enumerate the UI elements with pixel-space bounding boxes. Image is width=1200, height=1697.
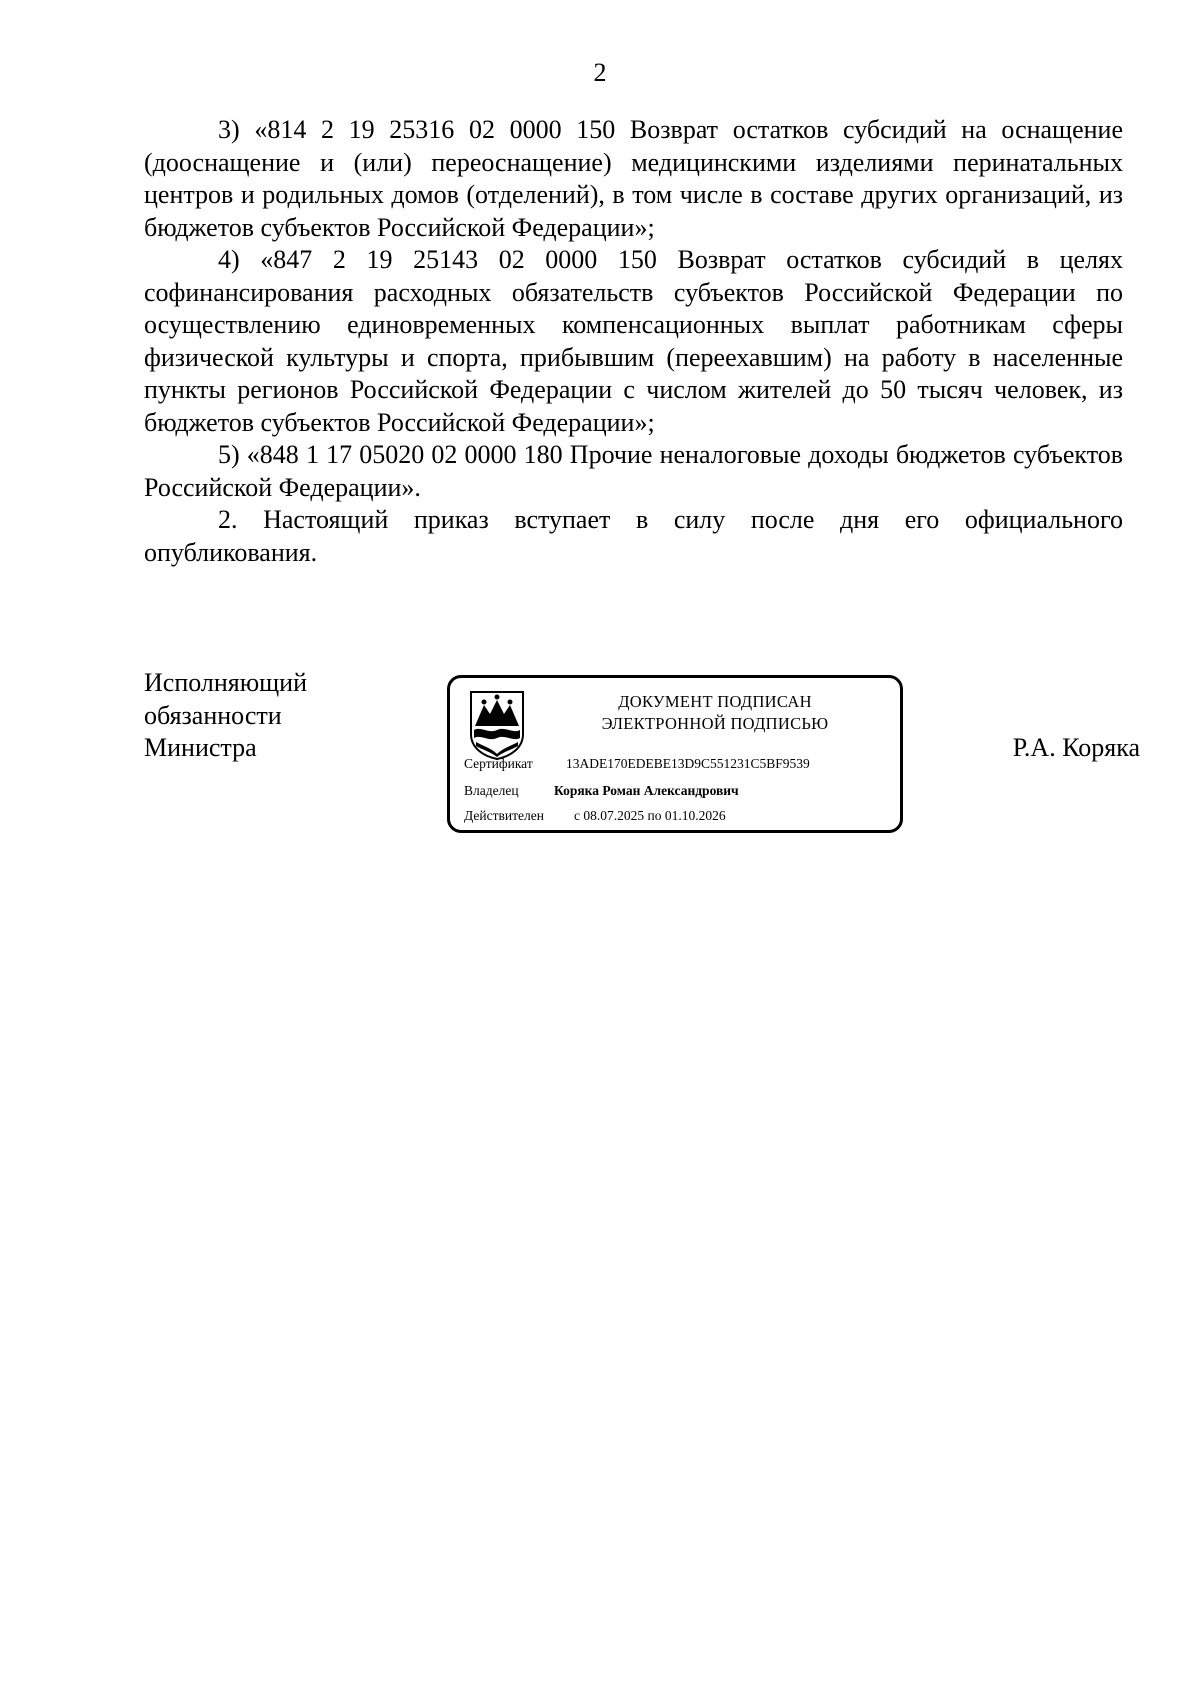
owner-label: Владелец bbox=[464, 783, 519, 798]
signer-position bbox=[144, 667, 307, 765]
document-body bbox=[144, 114, 1123, 569]
clause-3: 3) «814 2 19 25316 02 0000 150 Возврат остатков субсидий на оснащение (дооснащение и (или) переоснащение) медицинскими изделиями перинатальных центров и родильных домов (отделений), в том числе в составе других организаций, из бюджетов субъектов Российской Федерации»; bbox=[144, 115, 1123, 242]
signer-position-line: Министра bbox=[144, 733, 257, 762]
signer-position-line: Исполняющий bbox=[144, 668, 308, 697]
certificate-value: 13ADE170EDEBE13D9C551231C5BF9539 bbox=[566, 756, 810, 771]
stamp-title bbox=[540, 691, 890, 735]
clause-5: 5) «848 1 17 05020 02 0000 180 Прочие неналоговые доходы бюджетов субъектов Российской Федерации». bbox=[144, 440, 1123, 502]
electronic-signature-stamp bbox=[447, 675, 903, 833]
validity-row bbox=[464, 808, 726, 824]
owner-value: Коряка Роман Александрович bbox=[554, 783, 739, 798]
stamp-title-line: ЭЛЕКТРОННОЙ ПОДПИСЬЮ bbox=[601, 714, 829, 733]
effective-date-clause: 2. Настоящий приказ вступает в силу после дня его официального опубликования. bbox=[144, 505, 1123, 567]
stamp-title-line: ДОКУМЕНТ ПОДПИСАН bbox=[618, 692, 812, 711]
signer-position-line: обязанности bbox=[144, 700, 282, 730]
kamchatka-coat-of-arms-icon bbox=[467, 688, 527, 760]
page-number: 2 bbox=[593, 58, 607, 87]
owner-row bbox=[464, 783, 739, 799]
validity-value: с 08.07.2025 по 01.10.2026 bbox=[574, 808, 726, 823]
signer-name: Р.А. Коряка bbox=[1012, 733, 1140, 762]
validity-label: Действителен bbox=[464, 808, 544, 823]
clause-4: 4) «847 2 19 25143 02 0000 150 Возврат остатков субсидий в целях софинансирования расходных обязательств субъектов Российской Федерации по осуществлению единовременных компенсационных выплат работникам сферы физической культуры и спорта, прибывшим (переехавшим) на работу в населенные пункты регионов Российской Федерации с числом жителей до 50 тысяч человек, из бюджетов субъектов Российской Федерации»; bbox=[144, 245, 1123, 437]
certificate-row bbox=[464, 756, 810, 772]
certificate-label: Сертификат bbox=[464, 756, 533, 771]
